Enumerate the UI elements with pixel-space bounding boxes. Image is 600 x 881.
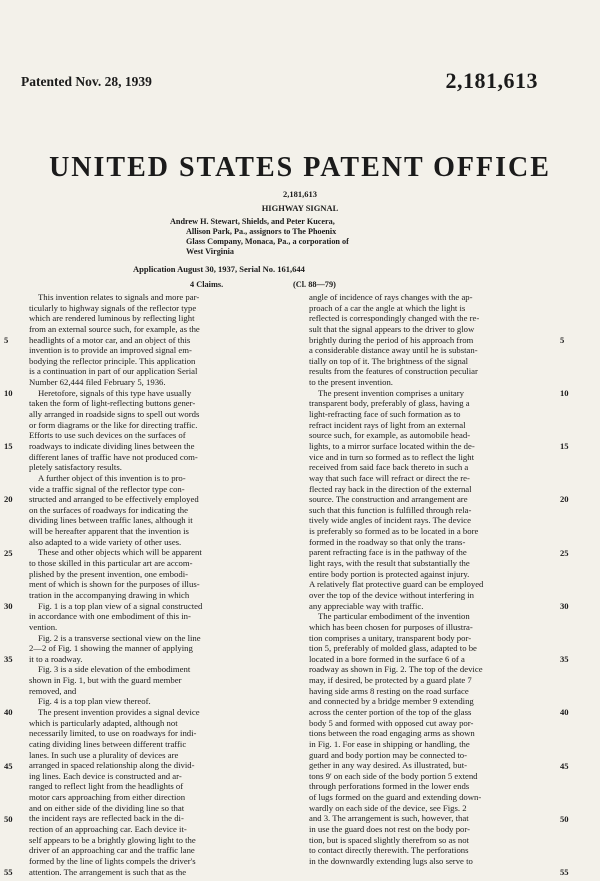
text-line: The present invention comprises a unitary — [318, 387, 464, 398]
text-line: plished by the present invention, one embodi- — [29, 568, 188, 579]
office-heading: UNITED STATES PATENT OFFICE — [49, 152, 551, 183]
line-number: 10 — [560, 387, 569, 398]
text-line: gether in any way desired. As illustrated, but- — [309, 760, 468, 771]
line-number: 20 — [4, 494, 13, 505]
classification: (Cl. 88—79) — [293, 280, 336, 289]
line-number: 40 — [4, 707, 13, 718]
text-line: source such, for example, as automobile head- — [309, 430, 471, 441]
text-line: A further object of this invention is to pro- — [38, 472, 186, 483]
text-line: which are rendered luminous by reflecting light — [29, 313, 195, 324]
text-line: tially on top of it. The brightness of the signal — [309, 355, 469, 366]
text-line: also adapted to a wide variety of other uses. — [29, 536, 182, 547]
text-line: dividing lines between traffic lanes, although it — [29, 515, 193, 526]
text-line: of lugs formed on the guard and extending down- — [309, 792, 482, 803]
application-line: Application August 30, 1937, Serial No. 161,644 — [133, 264, 305, 274]
text-line: ing lines. Each device is constructed and ar- — [29, 770, 182, 781]
text-line: attention. The arrangement is such that as the — [29, 866, 187, 877]
text-line: The present invention provides a signal device — [38, 706, 200, 717]
line-number: 50 — [560, 813, 569, 824]
text-line: These and other objects which will be apparent — [38, 547, 202, 558]
text-line: This invention relates to signals and more par- — [38, 292, 200, 302]
text-line: entire body portion is protected against injury. — [309, 568, 470, 579]
patent-title: HIGHWAY SIGNAL — [261, 203, 339, 213]
line-number: 5 — [560, 334, 565, 345]
text-line: tion comprises a unitary, transparent body por- — [309, 632, 472, 643]
text-line: parent refracting face is in the pathway of the — [309, 547, 467, 558]
text-line: ranged to reflect light from the headlights of — [29, 781, 184, 792]
text-line: lanes. In such use a plurality of devices are — [29, 749, 179, 760]
text-line: on the surfaces of roadways for indicating the — [29, 504, 188, 515]
text-line: through perforations formed in the lower ends — [309, 781, 470, 792]
text-line: is preferably so formed as to be located in a bore — [309, 526, 479, 537]
claims-count: 4 Claims. — [190, 280, 224, 289]
text-line: may, if desired, be protected by a guard plate 7 — [309, 675, 472, 686]
line-number: 10 — [4, 387, 13, 398]
text-line: over the top of the device without interfering in — [309, 589, 475, 600]
text-line: vice and in turn so formed as to reflect the light — [309, 451, 475, 462]
text-line: cating dividing lines between different traffic — [29, 738, 187, 749]
line-number: 45 — [560, 760, 569, 771]
text-line: the incident rays are reflected back in the di- — [29, 813, 184, 824]
text-line: in accordance with one embodiment of this in- — [29, 611, 191, 622]
text-line: taken the form of light-reflecting buttons gener- — [29, 398, 196, 409]
text-line: Heretofore, signals of this type have usually — [38, 387, 192, 398]
text-line: a considerable distance away until he is substan- — [309, 345, 478, 356]
text-line: having side arms 8 resting on the road surface — [309, 685, 469, 696]
text-line: Fig. 4 is a top plan view thereof. — [38, 696, 151, 707]
text-line: A relatively flat protective guard can be employed — [309, 579, 484, 590]
text-line: ally arranged in roadside signs to spell out words — [29, 409, 200, 420]
assignors-block — [170, 217, 420, 257]
text-line: such that this function is fulfilled through rela- — [309, 504, 472, 515]
line-number: 40 — [560, 707, 569, 718]
text-line: vention. — [29, 621, 58, 632]
text-line: Fig. 3 is a side elevation of the embodiment — [38, 664, 191, 675]
line-number: 15 — [560, 441, 569, 452]
text-line: formed in the roadway so that only the trans- — [309, 536, 466, 547]
text-line: to contact directly therewith. The perforations — [309, 845, 469, 856]
text-line: motor cars approaching from either direction — [29, 792, 186, 803]
text-line: results from the features of construction peculiar — [309, 366, 478, 377]
text-line: removed, and — [29, 685, 77, 696]
line-number: 35 — [560, 654, 569, 665]
text-line: located in a bore formed in the surface 6 of a — [309, 653, 465, 664]
line-number: 35 — [4, 654, 13, 665]
line-number: 15 — [4, 441, 13, 452]
right-column — [309, 292, 549, 867]
text-line: tration in the accompanying drawing in which — [29, 589, 190, 600]
line-number: 25 — [4, 547, 13, 558]
assignors-line: Allison Park, Pa., assignors to The Phoenix — [186, 227, 337, 236]
line-number: 5 — [4, 334, 9, 345]
text-line: self appears to be a brightly glowing light to the — [29, 834, 196, 845]
text-line: to the present invention. — [309, 377, 393, 388]
line-number: 55 — [4, 867, 13, 878]
assignors-line: West Virginia — [186, 247, 234, 256]
patent-number: 2,181,613 — [445, 68, 538, 93]
text-line: in use the guard does not rest on the body por- — [309, 824, 470, 835]
assignors-line: Glass Company, Monaca, Pa., a corporation of — [186, 237, 349, 246]
text-line: way that such face will refract or direct the re- — [309, 472, 470, 483]
line-number: 50 — [4, 813, 13, 824]
text-line: to those skilled in this particular art are accom- — [29, 558, 193, 569]
text-line: headlights of a motor car, and an object of this — [29, 334, 191, 345]
line-number: 25 — [560, 547, 569, 558]
text-line: or form diagrams or the like for directing traffic. — [29, 419, 198, 430]
line-number: 20 — [560, 494, 569, 505]
text-line: Number 62,444 filed February 5, 1936. — [29, 377, 166, 388]
text-line: light-refracting face of such formation as to — [309, 409, 461, 420]
left-column — [29, 292, 267, 877]
text-line: tions between the road engaging arms as shown — [309, 728, 475, 739]
text-line: angle of incidence of rays changes with the ap- — [309, 292, 473, 302]
text-line: Efforts to use such devices on the surfaces of — [29, 430, 186, 441]
text-line: different lanes of traffic have not produced com- — [29, 451, 198, 462]
text-line: formed by the line of lights compels the driver's — [29, 855, 196, 866]
line-number: 55 — [560, 867, 569, 878]
text-line: proach of a car the angle at which the light is — [309, 302, 466, 313]
text-line: is a continuation in part of our application Serial — [29, 366, 198, 377]
text-line: across the center portion of the top of the glass — [309, 706, 472, 717]
assignors-line: Andrew H. Stewart, Shields, and Peter Kucera, — [170, 217, 335, 226]
text-line: light rays, with the result that substantially the — [309, 558, 470, 569]
text-line: The particular embodiment of the invention — [318, 611, 470, 622]
text-line: 2—2 of Fig. 1 showing the manner of applying — [29, 643, 193, 654]
text-line: flected ray back in the direction of the external — [309, 483, 472, 494]
text-line: ticularly to highway signals of the reflector type — [29, 302, 197, 313]
text-line: brightly during the period of his approach from — [309, 334, 474, 345]
text-line: wardly on each side of the device, see Figs. 2 — [309, 802, 467, 813]
text-line: transparent body, preferably of glass, having a — [309, 398, 470, 409]
text-line: from an external source such, for example, as the — [29, 323, 200, 334]
text-line: in the downwardly extending lugs also serve to — [309, 855, 473, 866]
text-line: bodying the reflector principle. This application — [29, 355, 196, 366]
text-line: ment of which is shown for the purposes of illus- — [29, 579, 200, 590]
text-line: in Fig. 1. For ease in shipping or handling, the — [309, 738, 470, 749]
text-line: driver of an approaching car and the traffic lane — [29, 845, 195, 856]
text-line: and connected by a bridge member 9 extending — [309, 696, 474, 707]
text-line: which is particularly adapted, although not — [29, 717, 178, 728]
line-number: 45 — [4, 760, 13, 771]
text-line: roadways to indicate dividing lines between the — [29, 440, 195, 451]
text-line: body 5 and formed with opposed cut away por- — [309, 717, 474, 728]
text-line: shown in Fig. 1, but with the guard member — [29, 675, 182, 686]
text-line: source. The construction and arrangement are — [309, 494, 468, 505]
text-line: which has been chosen for purposes of illustra- — [309, 621, 473, 632]
text-line: reflected is correspondingly changed with the re- — [309, 313, 480, 324]
text-line: received from said face back thereto in such a — [309, 462, 469, 473]
text-line: any appreciable way with traffic. — [309, 600, 424, 611]
text-line: sult that the signal appears to the driver to glow — [309, 323, 475, 334]
text-line: roadway as shown in Fig. 2. The top of the device — [309, 664, 483, 675]
text-line: invention is to provide an improved signal em- — [29, 345, 192, 356]
line-number: 30 — [4, 600, 13, 611]
text-line: pletely satisfactory results. — [29, 462, 122, 473]
text-line: lights, to a mirror surface located within the de- — [309, 440, 475, 451]
text-line: arranged in spaced relationship along the divid- — [29, 760, 195, 771]
text-line: tion, but is spaced slightly therefrom so as not — [309, 834, 469, 845]
text-line: guard and body portion may be connected to- — [309, 749, 468, 760]
text-line: vide a traffic signal of the reflector type con- — [29, 483, 185, 494]
line-number: 30 — [560, 600, 569, 611]
text-line: and on either side of the dividing line so that — [29, 802, 185, 813]
text-line: will be hereafter apparent that the invention is — [29, 526, 189, 537]
text-line: and 3. The arrangement is such, however, that — [309, 813, 469, 824]
text-line: Fig. 1 is a top plan view of a signal constructed — [38, 600, 203, 611]
text-line: it to a roadway. — [29, 653, 83, 664]
text-line: Fig. 2 is a transverse sectional view on the line — [38, 632, 201, 643]
text-line: necessarily limited, to use on roadways for indi- — [29, 728, 197, 739]
patent-number-center: 2,181,613 — [283, 189, 317, 199]
text-line: refract incident rays of light from an external — [309, 419, 466, 430]
text-line: tons 9' on each side of the body portion 5 extend — [309, 770, 478, 781]
text-line: structed and arranged to be effectively employed — [29, 494, 199, 505]
text-line: rection of an approaching car. Each device it- — [29, 824, 187, 835]
patented-date: Patented Nov. 28, 1939 — [21, 74, 152, 89]
text-line: tion 5, preferably of molded glass, adapted to be — [309, 643, 477, 654]
text-line: tively wide angles of incident rays. The device — [309, 515, 471, 526]
